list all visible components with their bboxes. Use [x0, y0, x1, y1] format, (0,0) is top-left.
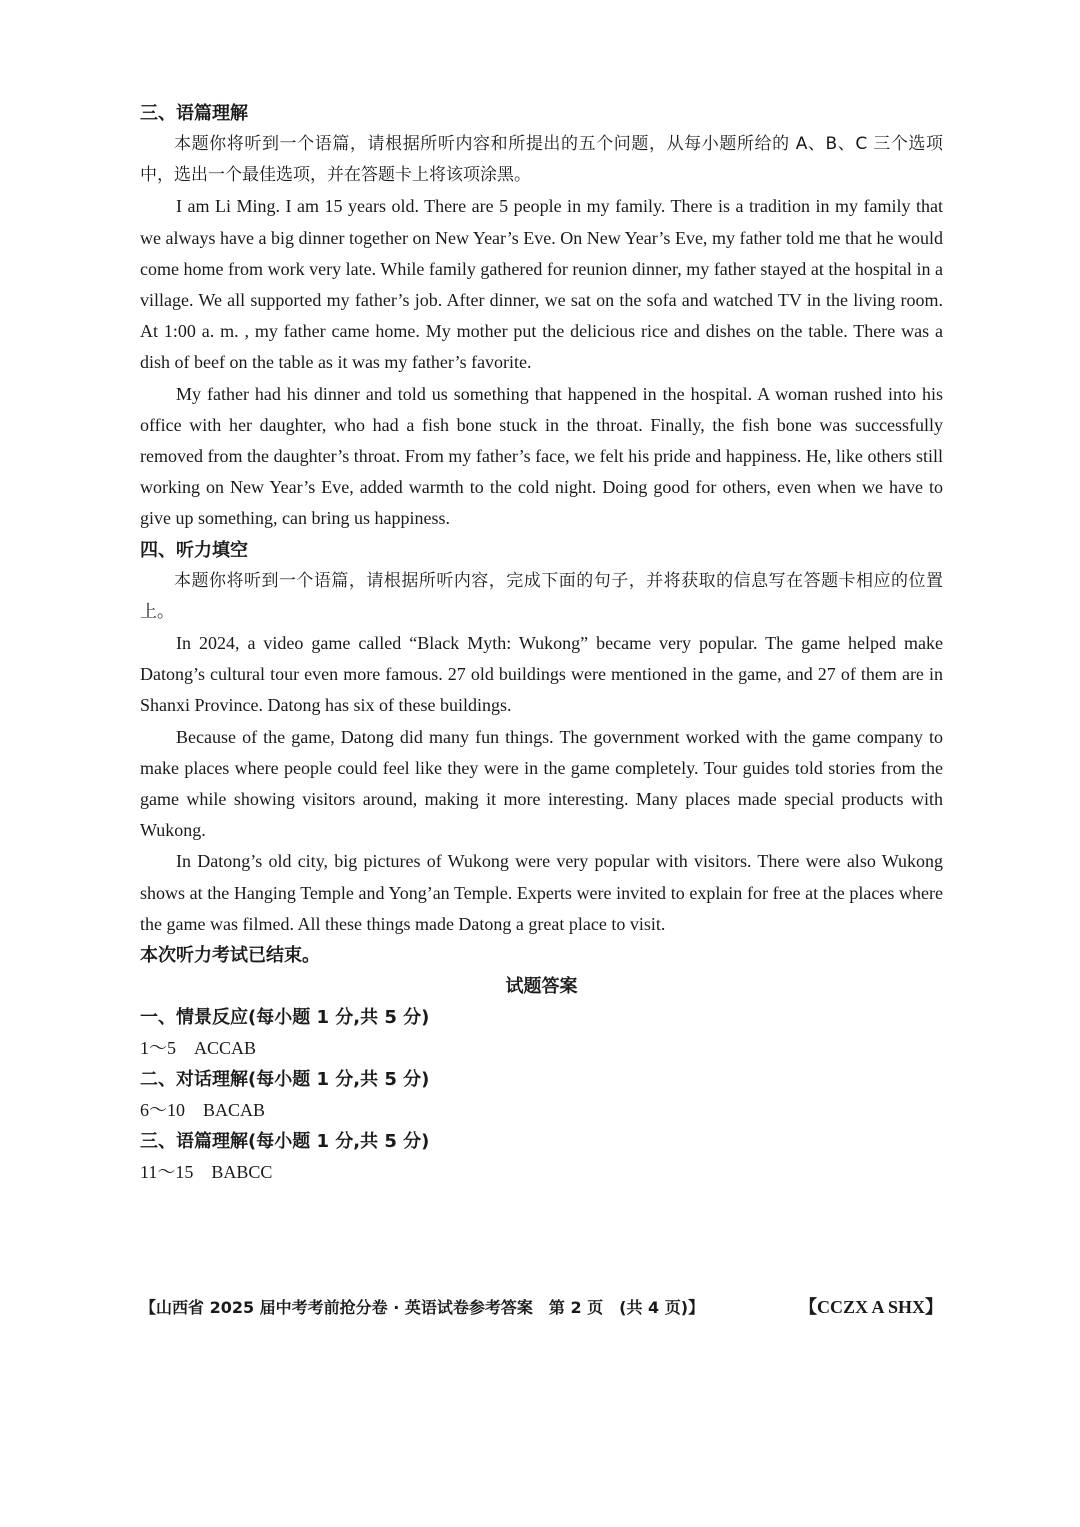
answer-group-2-heading: 二、对话理解(每小题 1 分,共 5 分)	[140, 1069, 430, 1091]
answer-group-2-line: 6～10 BACAB	[140, 1100, 266, 1121]
section3-instruction: 本题你将听到一个语篇，请根据所听内容和所提出的五个问题，从每小题所给的 A、B、C 三个选项中，选出一个最佳选项，并在答题卡上将该项涂黑。	[140, 134, 943, 186]
section4-instruction: 本题你将听到一个语篇，请根据所听内容，完成下面的句子，并将获取的信息写在答题卡相应的位置上。	[140, 570, 943, 622]
footer-left-text: 【山西省 2025 届中考考前抢分卷 · 英语试卷参考答案 第 2 页 (共 4 页)】	[140, 1297, 705, 1317]
page-footer	[140, 1293, 943, 1319]
section4-paragraph-1: In 2024, a video game called “Black Myth: Wukong” became very popular. The game helped make Datong’s cultural tour even more famous. 27 old buildings were mentioned in the game, and 27 of them are in Shanxi Province. Datong has six of these buildings.	[140, 633, 943, 716]
answer-group-3-heading: 三、语篇理解(每小题 1 分,共 5 分)	[140, 1131, 430, 1153]
answers-title: 试题答案	[505, 976, 578, 998]
section4-heading: 四、听力填空	[140, 539, 248, 561]
listening-end-note: 本次听力考试已结束。	[140, 945, 320, 967]
section3-heading: 三、语篇理解	[140, 103, 248, 124]
section4-paragraph-3: In Datong’s old city, big pictures of Wukong were very popular with visitors. There were also Wukong shows at the Hanging Temple and Yong’an Temple. Experts were invited to explain for free at the places where the game was filmed. All these things made Datong a great place to visit.	[140, 851, 943, 934]
footer-code: 【CCZX A SHX】	[798, 1297, 943, 1317]
answer-group-1-line: 1～5 ACCAB	[140, 1038, 257, 1059]
answer-group-1-heading: 一、情景反应(每小题 1 分,共 5 分)	[140, 1007, 430, 1029]
document-page	[140, 98, 943, 1188]
answer-group-3-line: 11～15 BABCC	[140, 1162, 273, 1183]
section3-paragraph-2: My father had his dinner and told us something that happened in the hospital. A woman rushed into his office with her daughter, who had a fish bone stuck in the throat. Finally, the fish bone was successfully removed from the daughter’s throat. From my father’s face, we felt his pride and happiness. He, like others still working on New Year’s Eve, added warmth to the cold night. Doing good for others, even when we have to give up something, can bring us happiness.	[140, 383, 943, 529]
section3-paragraph-1: I am Li Ming. I am 15 years old. There are 5 people in my family. There is a tradition in my family that we always have a big dinner together on New Year’s Eve. On New Year’s Eve, my father told me that he would come home from work very late. While family gathered for reunion dinner, my father stayed at the hospital in a village. We all supported my father’s job. After dinner, we sat on the sofa and watched TV in the living room. At 1:00 a. m. , my father came home. My mother put the delicious rice and dishes on the table. There was a dish of beef on the table as it was my father’s favorite.	[140, 196, 943, 373]
section4-paragraph-2: Because of the game, Datong did many fun things. The government worked with the game company to make places where people could feel like they were in the game completely. Tour guides told stories from the game while showing visitors around, making it more interesting. Many places made special products with Wukong.	[140, 726, 943, 841]
